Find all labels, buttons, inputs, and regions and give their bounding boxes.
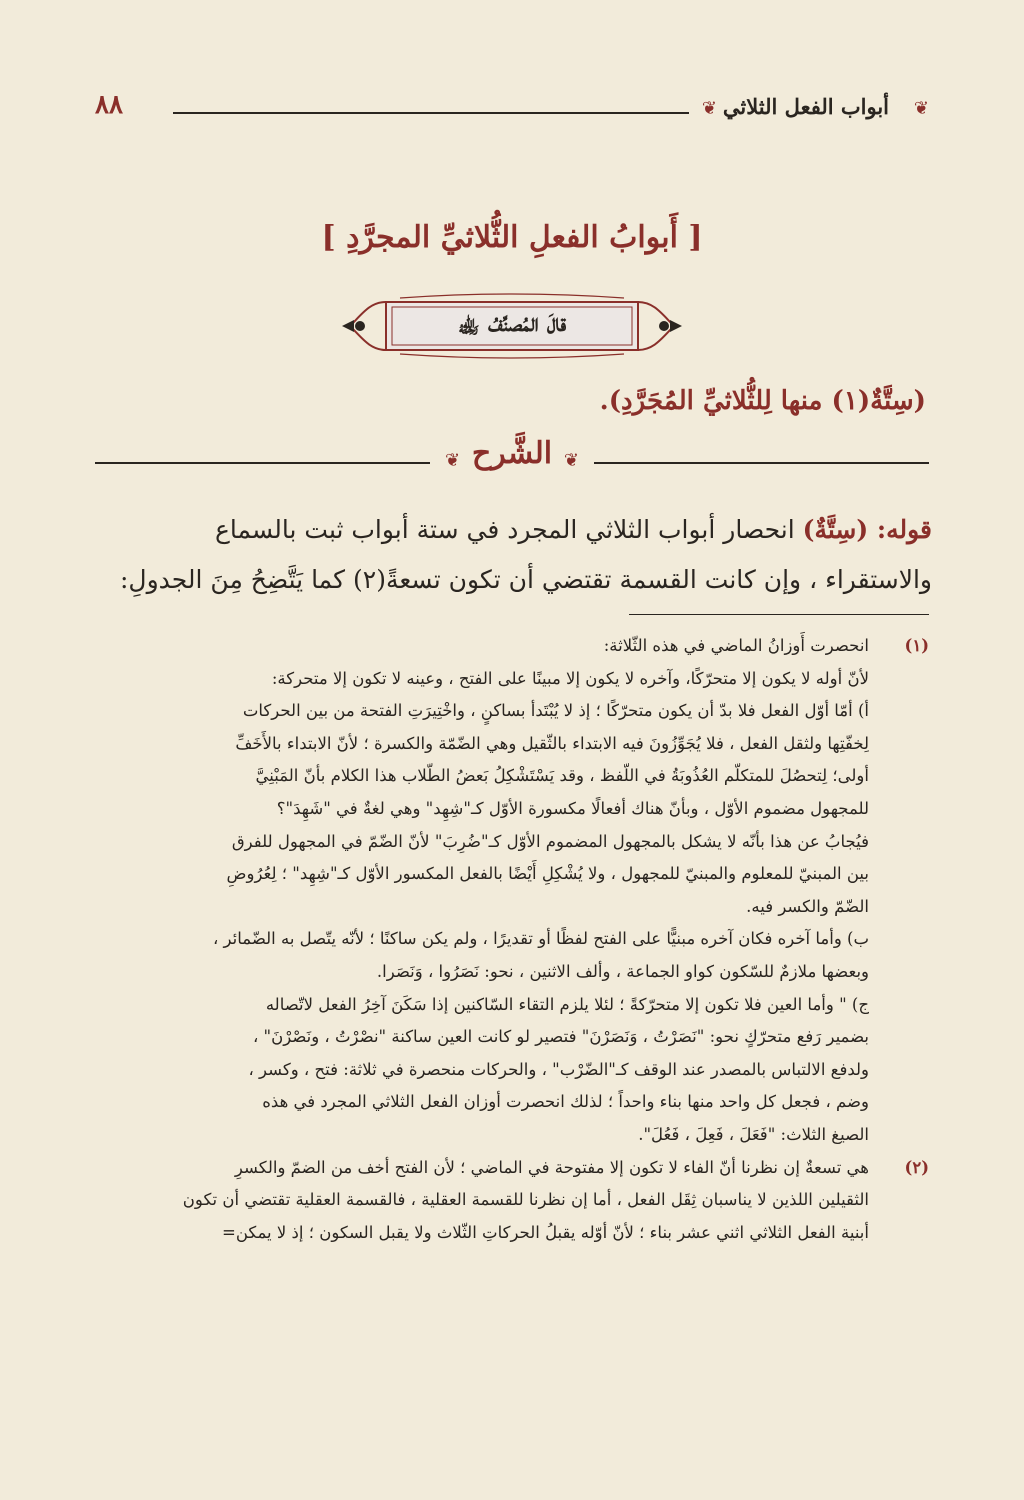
matn-text: (سِتَّةٌ(١) منها لِلثُّلاثيِّ المُجَرَّدِ). xyxy=(599,386,926,416)
sharh-heading: الشَّرح xyxy=(471,436,553,471)
footnote-line: الصيغ الثلاث: "فَعَلَ ، فَعِلَ ، فَعُلَ". xyxy=(638,1124,869,1144)
author-cartouche xyxy=(340,292,684,360)
paragraph-line: والاستقراء ، وإن كانت القسمة تقتضي أن تكون تسعةً(٢) كما يَتَّضِحُ مِنَ الجدولِ: xyxy=(120,565,932,594)
commentary-paragraph xyxy=(92,505,932,605)
running-title: أبواب الفعل الثلاثي xyxy=(722,94,889,119)
footnote-line: أولى؛ لِتحصُلَ للمتكلّم العُذُوبَةُ في اللّفظ ، وقد يَسْتَشْكِلُ بَعضُ الطّلاب هذا الكلام بأنّ المَبْنِيَّ xyxy=(255,766,869,786)
paragraph-text: انحصار أبواب الثلاثي المجرد في ستة أبواب ثبت بالسماع xyxy=(214,515,803,544)
quoted-word: قوله: (سِتَّةٌ) xyxy=(802,515,932,544)
footnote-line: ب) وأما آخره فكان آخره مبنيًّا على الفتح لفظًا أو تقديرًا ، ولم يكن ساكنًا ؛ لأنّه يتّصل به الضّمائر ، xyxy=(212,929,869,949)
footnote-line: أ) أمّا أوّل الفعل فلا بدّ أن يكون متحرّكًا ؛ إذ لا يُبْتَدأ بساكنٍ ، واخْتِيرَتِ الفتحة من بين الحركات xyxy=(242,701,869,721)
ornament-icon: ❦ xyxy=(913,98,929,119)
footnote-line: لأنّ أوله لا يكون إلا متحرّكًا، وآخره لا يكون إلا مبينًا على الفتح ، وعينه لا تكون إلا متحركة: xyxy=(271,668,869,688)
footnote-line: بضمير رَفع متحرّكٍ نحو: "نَصَرْتُ ، وَنَصَرْنَ" فتصير لو كانت العين ساكنة "نصْرْتُ ، ونَصْرْنَ" ، xyxy=(252,1027,869,1047)
footnote-line: الضّمّ والكسر فيه. xyxy=(746,896,869,916)
footnote-number: (١) xyxy=(904,636,929,655)
paragraph-line xyxy=(92,505,932,555)
footnote-separator xyxy=(629,614,929,615)
ornament-icon: ❦ xyxy=(563,450,579,471)
sharh-divider xyxy=(95,436,929,486)
header-rule xyxy=(173,112,689,114)
footnote-1 xyxy=(95,630,929,1152)
footnote-line: انحصرت أَوزانُ الماضي في هذه الثّلاثة: xyxy=(603,636,869,655)
page-number: ٨٨ xyxy=(95,90,123,120)
footnote-line: هي تسعةٌ إن نظرنا أنّ الفاء لا تكون إلا مفتوحة في الماضي ؛ لأن الفتح أخف من الضمّ والكسرِ xyxy=(234,1157,869,1177)
footnote-line: ج) " وأما العين فلا تكون إلا متحرّكةً ؛ لئلا يلزم التقاء السّاكنين إذا سَكَنَ آخِرُ الفعل لاتّصاله xyxy=(265,994,869,1014)
footnote-line: الثقيلين اللذين لا يناسبان ثِقَل الفعل ، أما إن نظرنا للقسمة العقلية ، فالقسمة العقلية تقتضي أن تكون xyxy=(182,1190,869,1210)
footnote-line: وضم ، فجعل كل واحد منها بناء واحداً ؛ لذلك انحصرت أوزان الفعل الثلاثي المجرد في هذه xyxy=(262,1092,869,1112)
footnote-line: وبعضها ملازمٌ للسّكون كواو الجماعة ، وألف الاثنين ، نحو: نَصَرُوا ، وَنَصَرا. xyxy=(376,961,869,981)
ornament-icon: ❦ xyxy=(701,98,717,119)
footnote-line: أبنية الفعل الثلاثي اثني عشر بناء ؛ لأنّ أوّله يقبلُ الحركاتِ الثّلاث ولا يقبل السكون ؛ إذ لا يمكن= xyxy=(222,1222,869,1242)
divider-line xyxy=(594,462,929,464)
footnote-line: ولدفع الالتباس بالمصدر عند الوقف كـ"الضّرْب" ، والحركات منحصرة في ثلاثة: فتح ، وكسر ، xyxy=(248,1059,869,1079)
footnote-line: بين المبنيّ للمعلوم والمبنيّ للمجهول ، ولا يُشْكِلِ أَيْضًا بالفعل المكسور الأوّل كـ"شِهِد" ؛ لِعُرُوضِ xyxy=(226,864,869,884)
footnotes xyxy=(95,630,929,1249)
author-label: قالَ المُصنِّفُ ﵀ xyxy=(457,308,567,337)
footnote-line: للمجهول مضموم الأوّل ، وبأنّ هناك أفعالًا مكسورة الأوّل كـ"شِهِد" وهي لغةٌ في "شَهِدَ"؟ xyxy=(276,798,869,818)
running-header xyxy=(95,92,929,132)
footnote-number: (٢) xyxy=(904,1157,929,1177)
footnote-line: فيُجابُ عن هذا بأنّه لا يشكل بالمجهول المضموم الأوّل كـ"ضُرِبَ" لأنّ الضّمّ في المجهول للفرق xyxy=(231,831,869,851)
chapter-title: [ أَبوابُ الفعلِ الثُّلاثيِّ المجرَّدِ ] xyxy=(321,220,703,255)
footnote-2 xyxy=(95,1152,929,1250)
ornament-icon: ❦ xyxy=(445,450,461,471)
footnote-line: لِخفّتِها ولثقل الفعل ، فلا يُجَوِّزُونَ فيه الابتداء بالثّقيل وهي الضّمّة والكسرة ؛ لأنّ الابتداء بالأَخَفِّ xyxy=(235,733,869,753)
